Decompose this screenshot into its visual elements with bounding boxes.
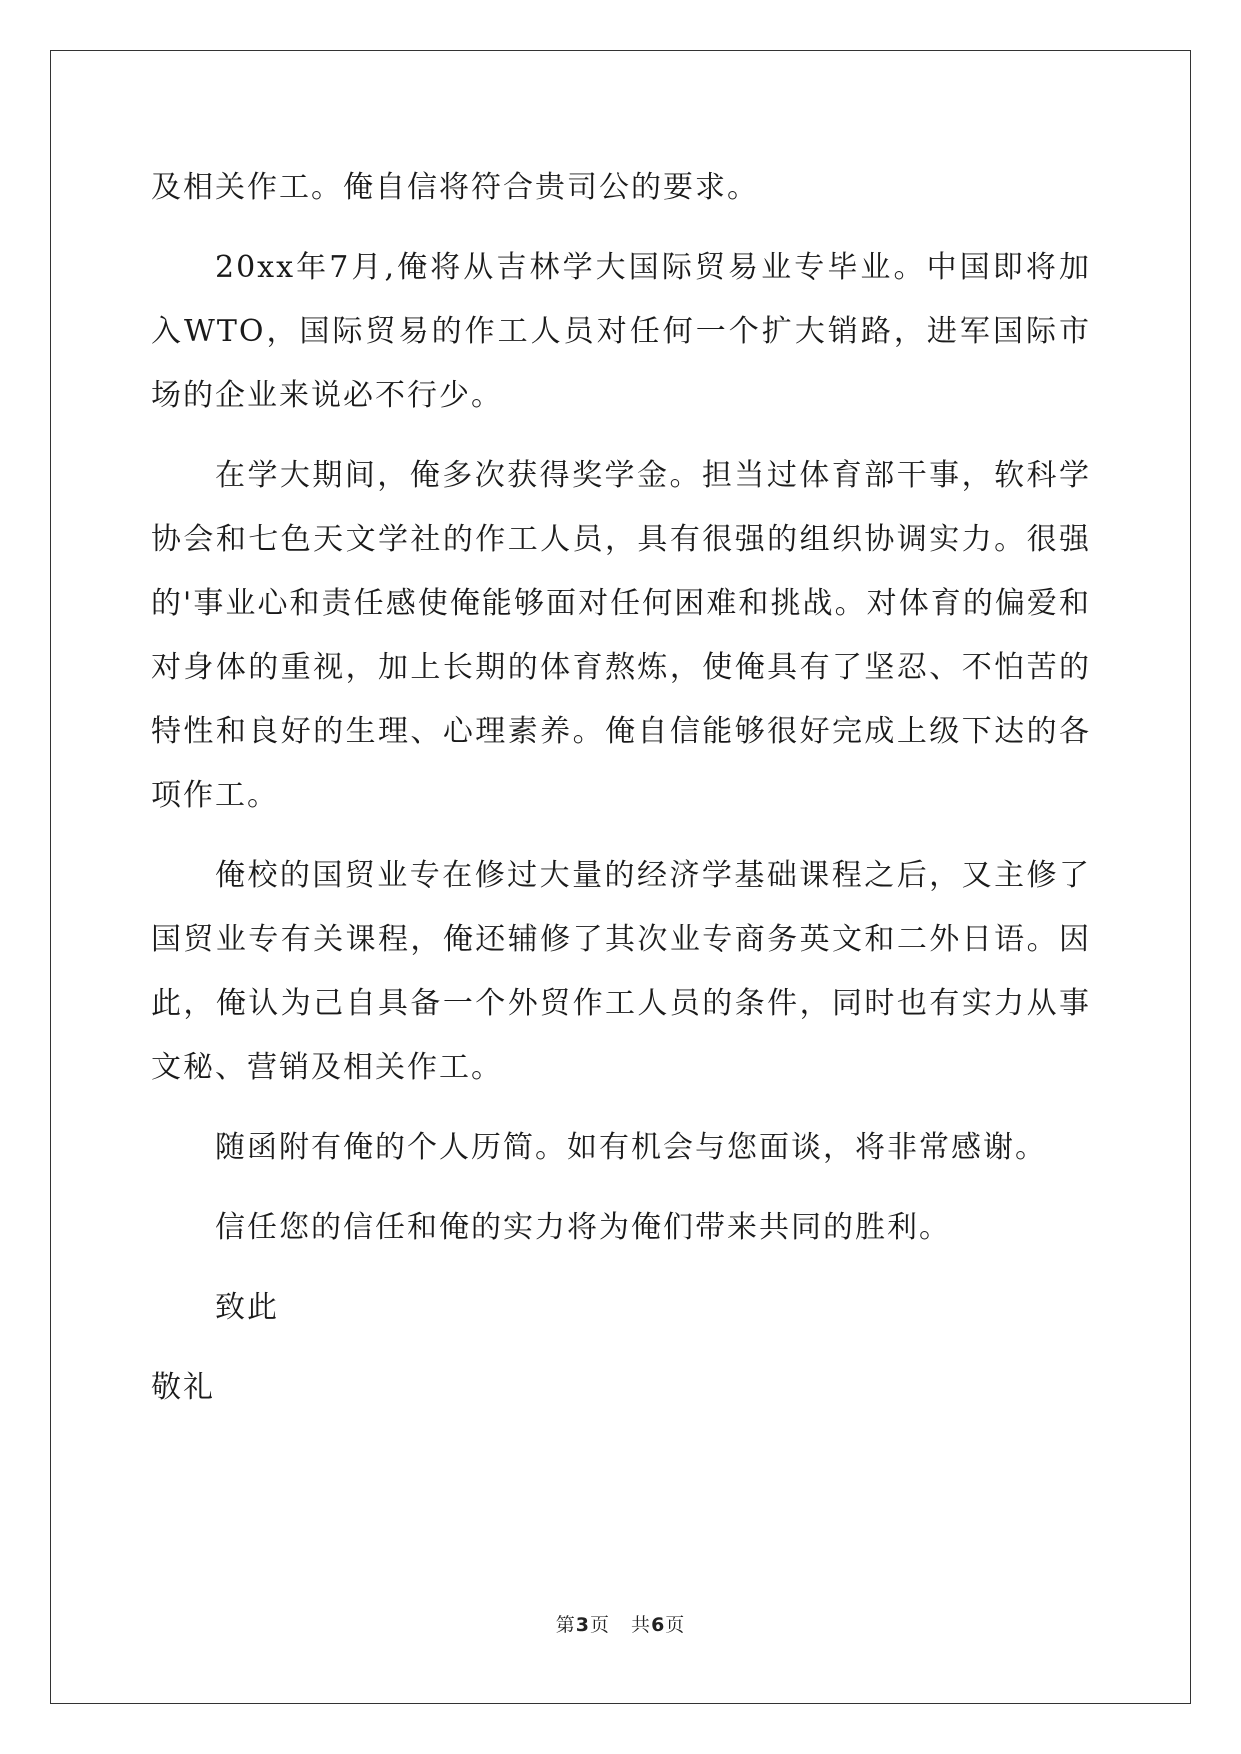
salutation-line: 敬礼 [151,1370,215,1405]
total-page-number: 6 [651,1614,666,1636]
paragraph-3: 在学大期间，俺多次获得奖学金。担当过体育部干事，软科学协会和七色天文学社的作工人员，具有很强的组织协调实力。很强的'事业心和责任感使俺能够面对任何困难和挑战。对体育的偏爱和对身体的重视，加上长期的体育熬炼，使俺具有了坚忍、不怕苦的特性和良好的生理、心理素养。俺自信能够很好完成上级下达的各项作工。 [151,458,1091,813]
paragraph-5: 随函附有俺的个人历简。如有机会与您面谈，将非常感谢。 [215,1130,1047,1165]
paragraph-1: 及相关作工。俺自信将符合贵司公的要求。 [151,170,759,205]
paragraph-4: 俺校的国贸业专在修过大量的经济学基础课程之后，又主修了国贸业专有关课程，俺还辅修了其次业专商务英文和二外日语。因此，俺认为己自具备一个外贸作工人员的条件，同时也有实力从事文秘、营销及相关作工。 [151,858,1091,1085]
current-page-number: 3 [575,1614,590,1636]
page-prefix: 第 [555,1614,576,1636]
page-suffix: 页 [665,1614,686,1636]
document-body [151,156,1091,1436]
page-mid: 页 共 [589,1614,652,1636]
paragraph-2: 20xx年7月,俺将从吉林学大国际贸易业专毕业。中国即将加入WTO，国际贸易的作工人员对任何一个扩大销路，进军国际市场的企业来说必不行少。 [151,250,1091,413]
closing-line: 致此 [215,1290,279,1325]
page-footer [0,1610,1241,1637]
paragraph-6: 信任您的信任和俺的实力将为俺们带来共同的胜利。 [215,1210,951,1245]
